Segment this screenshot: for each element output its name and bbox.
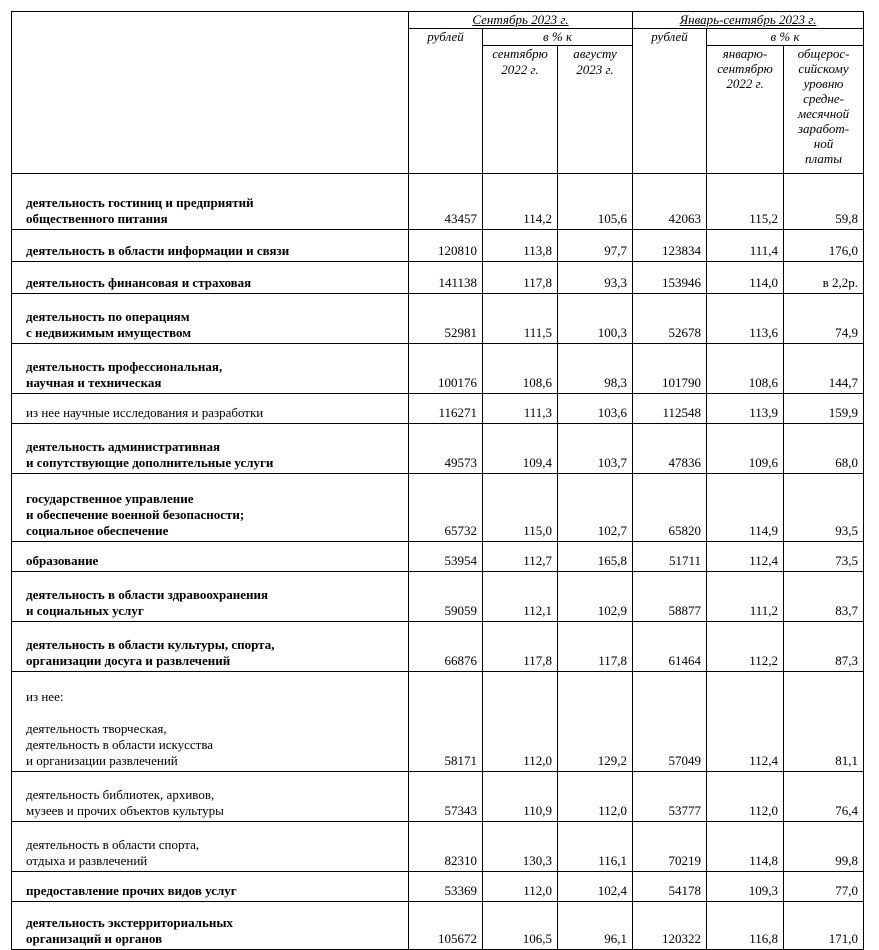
row-value: 99,8 <box>784 822 864 872</box>
row-value: 59059 <box>409 572 483 622</box>
row-value: 109,6 <box>707 424 784 474</box>
row-value: 59,8 <box>784 174 864 230</box>
row-value: 111,5 <box>483 294 558 344</box>
row-value: 110,9 <box>483 772 558 822</box>
row-label: деятельность по операциям с недвижимым имуществом <box>12 294 409 344</box>
header-rub-jan-sep: рублей <box>633 29 707 174</box>
row-value: 129,2 <box>558 672 633 772</box>
table-row <box>12 394 864 424</box>
row-value: 102,9 <box>558 572 633 622</box>
table-row <box>12 542 864 572</box>
row-value: 81,1 <box>784 672 864 772</box>
row-value: 165,8 <box>558 542 633 572</box>
row-label: из нее научные исследования и разработки <box>12 394 409 424</box>
row-label: предоставление прочих видов услуг <box>12 872 409 902</box>
row-value: 65732 <box>409 474 483 542</box>
header-sep-2023: Сентябрь 2023 г. <box>409 12 633 29</box>
row-value: 61464 <box>633 622 707 672</box>
row-value: 53954 <box>409 542 483 572</box>
row-label: образование <box>12 542 409 572</box>
header-pct-sep: в % к <box>483 29 633 46</box>
row-value: 120810 <box>409 230 483 262</box>
row-value: 153946 <box>633 262 707 294</box>
row-label: деятельность финансовая и страховая <box>12 262 409 294</box>
row-value: 53369 <box>409 872 483 902</box>
row-label: деятельность гостиниц и предприятий общественного питания <box>12 174 409 230</box>
row-value: 115,0 <box>483 474 558 542</box>
row-value: 117,8 <box>483 622 558 672</box>
row-value: 101790 <box>633 344 707 394</box>
row-value: 100176 <box>409 344 483 394</box>
row-label: деятельность в области здравоохранения и социальных услуг <box>12 572 409 622</box>
table-row <box>12 622 864 672</box>
row-value: 52981 <box>409 294 483 344</box>
table-row <box>12 672 864 772</box>
row-value: 114,2 <box>483 174 558 230</box>
row-value: 116,8 <box>707 902 784 950</box>
row-label: из нее: деятельность творческая, деятельность в области искусства и организации развлечений <box>12 672 409 772</box>
header-aug-2023: августу 2023 г. <box>558 46 633 174</box>
row-value: 47836 <box>633 424 707 474</box>
header-sep-2022: сентябрю 2022 г. <box>483 46 558 174</box>
header-blank <box>12 12 409 174</box>
row-value: 112,0 <box>483 872 558 902</box>
row-value: 159,9 <box>784 394 864 424</box>
header-jan-sep-2022: январю- сентябрю 2022 г. <box>707 46 784 174</box>
header-pct-jan-sep: в % к <box>707 29 864 46</box>
row-label: деятельность профессиональная, научная и техническая <box>12 344 409 394</box>
row-value: 114,0 <box>707 262 784 294</box>
header-jan-sep-2023: Январь-сентябрь 2023 г. <box>633 12 864 29</box>
row-value: 103,7 <box>558 424 633 474</box>
row-value: 117,8 <box>558 622 633 672</box>
row-value: 96,1 <box>558 902 633 950</box>
row-value: 116,1 <box>558 822 633 872</box>
row-value: 42063 <box>633 174 707 230</box>
row-value: 112,4 <box>707 542 784 572</box>
table-row <box>12 174 864 230</box>
row-label: деятельность в области информации и связи <box>12 230 409 262</box>
row-value: 114,8 <box>707 822 784 872</box>
row-value: 65820 <box>633 474 707 542</box>
row-value: 98,3 <box>558 344 633 394</box>
row-value: 109,4 <box>483 424 558 474</box>
table-row <box>12 872 864 902</box>
table-row <box>12 572 864 622</box>
row-value: 141138 <box>409 262 483 294</box>
row-value: 53777 <box>633 772 707 822</box>
row-label: деятельность экстерриториальных организаций и органов <box>12 902 409 950</box>
row-value: 77,0 <box>784 872 864 902</box>
row-value: 112,0 <box>707 772 784 822</box>
row-value: 102,4 <box>558 872 633 902</box>
row-value: 54178 <box>633 872 707 902</box>
row-value: 112,2 <box>707 622 784 672</box>
row-value: 76,4 <box>784 772 864 822</box>
row-value: 97,7 <box>558 230 633 262</box>
row-value: 112,0 <box>483 672 558 772</box>
table-row <box>12 262 864 294</box>
row-value: 68,0 <box>784 424 864 474</box>
table-row <box>12 902 864 950</box>
row-value: 83,7 <box>784 572 864 622</box>
row-value: 113,6 <box>707 294 784 344</box>
row-value: 66876 <box>409 622 483 672</box>
row-label: деятельность библиотек, архивов, музеев и прочих объектов культуры <box>12 772 409 822</box>
row-value: 58171 <box>409 672 483 772</box>
row-value: 87,3 <box>784 622 864 672</box>
row-value: 105672 <box>409 902 483 950</box>
row-value: 120322 <box>633 902 707 950</box>
table-row <box>12 772 864 822</box>
row-value: 114,9 <box>707 474 784 542</box>
row-value: 93,3 <box>558 262 633 294</box>
row-value: 130,3 <box>483 822 558 872</box>
row-value: 100,3 <box>558 294 633 344</box>
row-value: 106,5 <box>483 902 558 950</box>
row-value: 112,4 <box>707 672 784 772</box>
row-value: 112548 <box>633 394 707 424</box>
row-value: 113,9 <box>707 394 784 424</box>
table-row <box>12 822 864 872</box>
row-value: 116271 <box>409 394 483 424</box>
row-label: деятельность административная и сопутствующие дополнительные услуги <box>12 424 409 474</box>
row-value: 57343 <box>409 772 483 822</box>
row-label: деятельность в области культуры, спорта, организации досуга и развлечений <box>12 622 409 672</box>
table-row <box>12 474 864 542</box>
row-value: в 2,2р. <box>784 262 864 294</box>
row-value: 70219 <box>633 822 707 872</box>
row-value: 58877 <box>633 572 707 622</box>
row-label: государственное управление и обеспечение военной безопасности; социальное обеспечение <box>12 474 409 542</box>
row-label: деятельность в области спорта, отдыха и развлечений <box>12 822 409 872</box>
row-value: 176,0 <box>784 230 864 262</box>
row-value: 74,9 <box>784 294 864 344</box>
row-value: 115,2 <box>707 174 784 230</box>
row-value: 105,6 <box>558 174 633 230</box>
header-rub-sep: рублей <box>409 29 483 174</box>
row-value: 113,8 <box>483 230 558 262</box>
table-body <box>12 174 864 950</box>
header-national-avg: общерос- сийскому уровню средне- месячной заработ- ной платы <box>784 46 864 174</box>
row-value: 73,5 <box>784 542 864 572</box>
row-value: 112,0 <box>558 772 633 822</box>
row-value: 108,6 <box>483 344 558 394</box>
table-row <box>12 230 864 262</box>
table-row <box>12 424 864 474</box>
row-value: 108,6 <box>707 344 784 394</box>
row-value: 51711 <box>633 542 707 572</box>
row-value: 111,4 <box>707 230 784 262</box>
row-value: 93,5 <box>784 474 864 542</box>
row-value: 123834 <box>633 230 707 262</box>
row-value: 112,1 <box>483 572 558 622</box>
row-value: 52678 <box>633 294 707 344</box>
table-row <box>12 344 864 394</box>
row-value: 109,3 <box>707 872 784 902</box>
row-value: 111,3 <box>483 394 558 424</box>
row-value: 102,7 <box>558 474 633 542</box>
row-value: 117,8 <box>483 262 558 294</box>
salary-table <box>11 11 864 950</box>
table-row <box>12 294 864 344</box>
row-value: 111,2 <box>707 572 784 622</box>
row-value: 43457 <box>409 174 483 230</box>
row-value: 57049 <box>633 672 707 772</box>
row-value: 82310 <box>409 822 483 872</box>
row-value: 103,6 <box>558 394 633 424</box>
row-value: 112,7 <box>483 542 558 572</box>
row-value: 144,7 <box>784 344 864 394</box>
row-value: 171,0 <box>784 902 864 950</box>
row-value: 49573 <box>409 424 483 474</box>
